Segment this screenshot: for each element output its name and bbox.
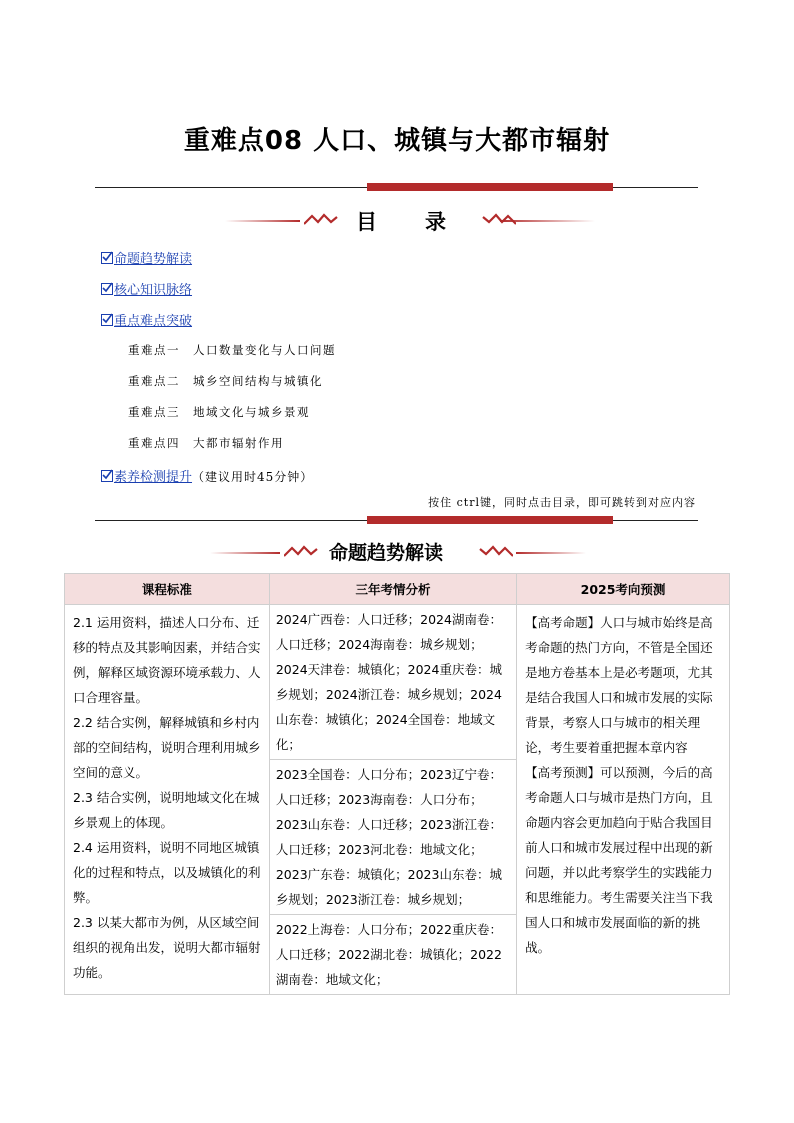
analysis-cell-2022: 2022上海卷：人口分布；2022重庆卷：人口迁移；2022湖北卷：城镇化；2022湖南卷：地域文化； bbox=[269, 915, 516, 995]
checkbox-icon bbox=[101, 283, 113, 295]
checkbox-icon bbox=[101, 252, 113, 264]
analysis-cell-2023: 2023全国卷：人口分布；2023辽宁卷：人口迁移；2023海南卷：人口分布；2023山东卷：人口迁移；2023浙江卷：人口迁移；2023河北卷：地域文化；2023广东卷：城镇化；2023山东卷：城乡规划；2023浙江卷：城乡规划； bbox=[269, 760, 516, 915]
title-divider bbox=[95, 183, 698, 191]
trend-table bbox=[64, 573, 730, 995]
forecast-item: 【高考预测】可以预测，今后的高考命题人口与城市是热门方向，且命题内容会更加趋向于贴合我国目前人口和城市发展过程中出现的新问题，并以此考察学生的实践能力和思维能力。考生需要关注当下我国人口和城市发展面临的新的挑战。 bbox=[525, 765, 713, 955]
toc-time-hint: （建议用时45分钟） bbox=[192, 470, 314, 484]
divider-line bbox=[516, 552, 586, 554]
table-header: 课程标准 bbox=[65, 574, 270, 605]
table-header-row bbox=[65, 574, 730, 605]
toc-item-assessment[interactable] bbox=[101, 466, 313, 485]
standard-item: 2.1 运用资料，描述人口分布、迁移的特点及其影响因素，并结合实例，解释区域资源环境承载力、人口合理容量。 bbox=[73, 615, 261, 705]
toc-item-knowledge[interactable] bbox=[101, 279, 192, 298]
checkbox-icon bbox=[101, 470, 113, 482]
standard-item: 2.2 结合实例，解释城镇和乡村内部的空间结构，说明合理利用城乡空间的意义。 bbox=[73, 715, 261, 780]
standard-item: 2.3 以某大都市为例，从区域空间组织的视角出发，说明大都市辐射功能。 bbox=[73, 915, 261, 980]
toc-link[interactable]: 重点难点突破 bbox=[114, 314, 193, 329]
section-divider bbox=[95, 516, 698, 524]
toc-link[interactable]: 命题趋势解读 bbox=[114, 252, 193, 267]
forecast-cell bbox=[517, 605, 730, 995]
standards-cell bbox=[65, 605, 270, 995]
divider-line bbox=[210, 552, 280, 554]
zigzag-ornament-icon bbox=[284, 544, 320, 560]
forecast-item: 【高考命题】人口与城市始终是高考命题的热门方向，不管是全国还是地方卷基本上是必考题项，尤其是结合我国人口和城市发展的实际背景，考察人口与城市的相关理论，考生要着重把握本章内容 bbox=[525, 615, 713, 755]
divider-line bbox=[225, 220, 300, 222]
toc-item-keypoints[interactable] bbox=[101, 310, 192, 329]
toc-subitem[interactable]: 重难点二 城乡空间结构与城镇化 bbox=[128, 374, 323, 388]
toc-subitem[interactable]: 重难点三 地域文化与城乡景观 bbox=[128, 405, 310, 419]
toc-link[interactable]: 核心知识脉络 bbox=[114, 283, 193, 298]
standard-item: 2.3 结合实例，说明地域文化在城乡景观上的体现。 bbox=[73, 790, 260, 830]
zigzag-ornament-icon bbox=[304, 212, 340, 228]
table-header: 三年考情分析 bbox=[269, 574, 516, 605]
toc-subitem[interactable]: 重难点一 人口数量变化与人口问题 bbox=[128, 343, 336, 357]
section-heading: 命题趋势解读 bbox=[329, 542, 444, 564]
toc-item-trend[interactable] bbox=[101, 248, 192, 267]
section-heading-row bbox=[0, 538, 794, 568]
toc-link[interactable]: 素养检测提升 bbox=[114, 470, 193, 485]
table-header: 2025考向预测 bbox=[517, 574, 730, 605]
table-row bbox=[65, 605, 730, 760]
zigzag-ornament-icon bbox=[477, 544, 513, 560]
toc-subitem[interactable]: 重难点四 大都市辐射作用 bbox=[128, 436, 284, 450]
divider-line bbox=[500, 220, 595, 222]
toc-heading-row bbox=[0, 206, 794, 236]
standard-item: 2.4 运用资料，说明不同地区城镇化的过程和特点，以及城镇化的利弊。 bbox=[73, 840, 261, 905]
analysis-cell-2024: 2024广西卷：人口迁移；2024湖南卷：人口迁移；2024海南卷：城乡规划；2024天津卷：城镇化；2024重庆卷：城乡规划；2024浙江卷：城乡规划；2024山东卷：城镇化；2024全国卷：地域文化； bbox=[269, 605, 516, 760]
ctrl-click-tip: 按住 ctrl键，同时点击目录，即可跳转到对应内容 bbox=[428, 496, 696, 509]
page-title: 重难点08 人口、城镇与大都市辐射 bbox=[183, 126, 611, 156]
checkbox-icon bbox=[101, 314, 113, 326]
toc-heading: 目 录 bbox=[356, 210, 448, 234]
